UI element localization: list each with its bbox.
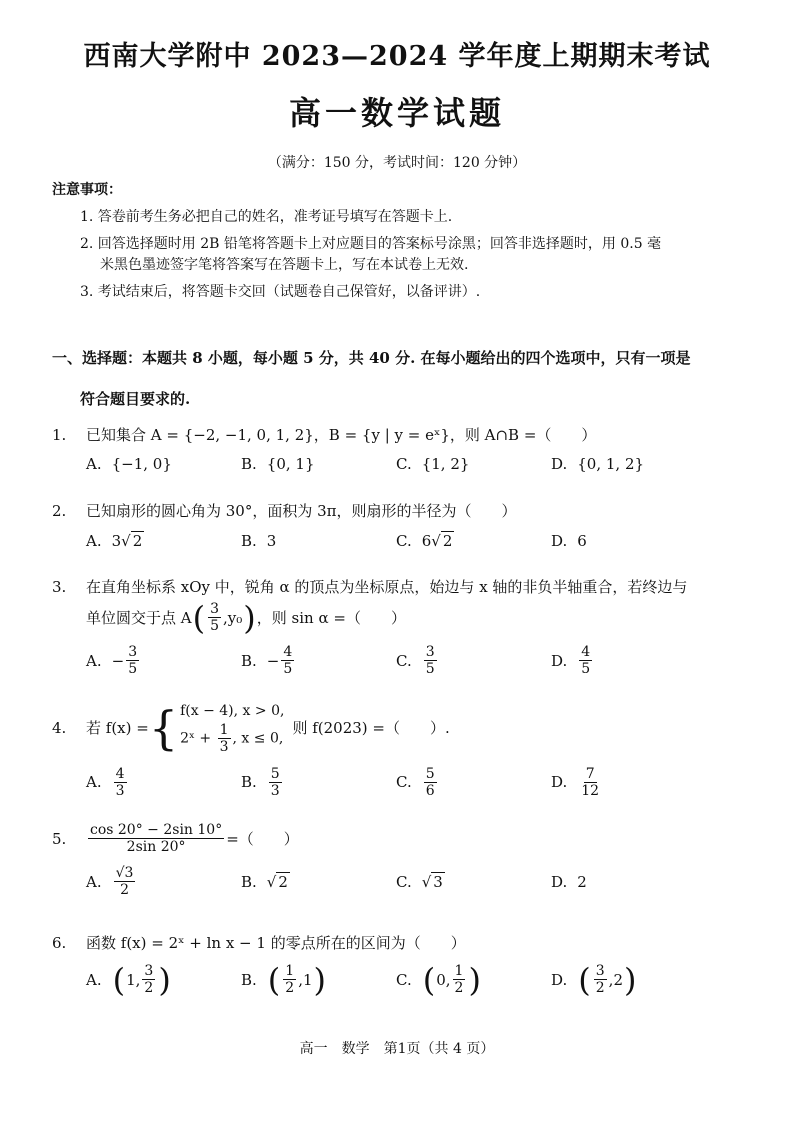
section-heading: [52, 338, 752, 419]
question-text: ，则 sin α =（ ）: [256, 609, 406, 628]
option-text: 6: [577, 531, 587, 550]
option-d[interactable]: [551, 873, 706, 891]
option-label: A.: [86, 455, 102, 473]
option-label: D.: [551, 651, 568, 670]
question-text: =（ ）: [226, 830, 299, 849]
option-c[interactable]: [396, 644, 551, 677]
notes-section: [52, 180, 752, 309]
option-d[interactable]: D. ( $\frac{3}{2}$ ,2 ): [551, 960, 637, 999]
option-label: B.: [241, 455, 257, 473]
option-label: B.: [241, 970, 257, 989]
options-row: [86, 644, 752, 677]
option-label: D.: [551, 970, 568, 989]
option-text: {0, 1, 2}: [577, 455, 645, 473]
option-label: A.: [86, 872, 102, 891]
question-5: [52, 822, 752, 898]
option-label: B.: [241, 773, 257, 792]
option-text: 3: [266, 531, 277, 550]
question-number: 4.: [52, 718, 67, 737]
option-fraction: $\frac{5}{3}$: [270, 765, 280, 799]
option-text: 2: [577, 872, 587, 891]
option-fraction: $\frac{4}{5}$: [283, 644, 293, 678]
option-a[interactable]: [86, 455, 241, 473]
question-text: 已知扇形的圆心角为 30°，面积为 3π，则扇形的半径为（ ）: [86, 502, 517, 520]
option-label: B.: [241, 651, 257, 670]
option-b[interactable]: B. ( $\frac{1}{2}$ ,1 ): [241, 960, 326, 999]
point-x-fraction: $\frac{3}{5}$: [210, 601, 220, 635]
option-b[interactable]: [241, 455, 396, 473]
option-d[interactable]: [551, 766, 706, 799]
option-label: C.: [396, 531, 412, 550]
option-text: {−1, 0}: [111, 455, 172, 473]
question-number: 1.: [52, 425, 67, 444]
option-label: C.: [396, 970, 412, 989]
option-coef: 3: [111, 531, 122, 550]
option-text: {1, 2}: [421, 455, 470, 473]
question-fraction: $\frac{\cos 20^\circ - 2\sin 10^\circ}{2\sin 20^\circ}$: [90, 822, 223, 856]
option-radicand: 2: [278, 873, 288, 892]
question-text: 函数 f(x) = 2ˣ + ln x − 1 的零点所在的区间为（ ）: [86, 934, 466, 952]
options-row: [86, 766, 752, 799]
option-radicand: 3: [433, 873, 443, 892]
option-fraction: $\frac{5}{6}$: [425, 765, 435, 799]
note-item-1: 1. 答卷前考生务必把自己的姓名，准考证号填写在答题卡上.: [80, 209, 453, 225]
question-2: [52, 500, 752, 550]
option-radicand: 2: [442, 532, 453, 550]
option-label: C.: [396, 455, 412, 473]
question-text: 若 f(x) =: [86, 719, 149, 738]
option-label: D.: [551, 872, 568, 891]
option-c[interactable]: [396, 455, 551, 473]
option-b[interactable]: [241, 644, 396, 677]
option-d[interactable]: [551, 644, 706, 677]
option-d[interactable]: [551, 532, 706, 550]
notes-heading: 注意事项：: [52, 182, 122, 198]
option-a[interactable]: A. 3 √ 2: [86, 531, 143, 550]
question-text: 已知集合 A = {−2, −1, 0, 1, 2}，B = {y | y = eˣ}，则 A∩B =（ ）: [86, 426, 597, 444]
question-4: 4. 若 f(x) = { f(x − 4), x > 0, 2ˣ + $\frac{1}{3}$ , x ≤ 0, 则 f(2023) =（ ）. A. $\frac{4}{3}$ B. $\frac{5}{3}$ C. $\frac{5}{6}$ D. $\frac{7}{12}$: [52, 700, 752, 799]
option-fraction: $\frac{7}{12}$: [581, 765, 600, 799]
question-number: 3.: [52, 577, 67, 596]
exam-subtitle: 高一数学试题: [288, 94, 505, 132]
question-number: 6.: [52, 933, 67, 952]
option-sign: −: [266, 651, 280, 670]
piecewise-cases: f(x − 4), x > 0, 2ˣ + $\frac{1}{3}$ , x ≤ 0,: [180, 700, 284, 756]
note-item-2: 2. 回答选择题时用 2B 铅笔将答题卡上对应题目的答案标号涂黑；回答非选择题时，用 0.5 毫: [80, 236, 662, 252]
option-coef: 6: [421, 531, 432, 550]
option-b[interactable]: B. √ 2: [241, 872, 288, 892]
option-a[interactable]: A. ( 1, $\frac{3}{2}$ ): [86, 960, 171, 999]
point-y: y₀: [227, 608, 243, 627]
note-item-2-cont: 米黑色墨迹签字笔将答案写在答题卡上，写在本试卷上无效.: [100, 257, 469, 273]
question-number: 5.: [52, 829, 67, 848]
option-a[interactable]: [86, 865, 241, 898]
option-label: D.: [551, 531, 568, 550]
option-c[interactable]: [396, 766, 551, 799]
options-row: [86, 960, 752, 999]
option-label: A.: [86, 970, 102, 989]
option-d[interactable]: [551, 455, 706, 473]
option-label: A.: [86, 531, 102, 550]
question-3: 3. 在直角坐标系 xOy 中，锐角 α 的顶点为坐标原点，始边与 x 轴的非负半轴重合，若终边与 单位圆交于点 A ( $\frac{3}{5}$ , y₀ ) ，则 sin α =（ ） A. − $\frac{3}{5}$ B. − $\frac{4}{5}$ C. $\frac{3}{5}$ D. $\frac{4}{5}$: [52, 576, 752, 677]
option-fraction: $\frac{3}{5}$: [425, 644, 435, 678]
option-label: C.: [396, 872, 412, 891]
option-label: D.: [551, 455, 568, 473]
option-radicand: 2: [132, 532, 143, 550]
section-line-2: 符合题目要求的.: [80, 389, 191, 408]
options-row: [86, 531, 752, 550]
option-text: {0, 1}: [266, 455, 315, 473]
option-fraction: $\frac{√3}{2}$: [115, 865, 134, 899]
option-label: D.: [551, 773, 568, 792]
question-6: [52, 932, 752, 999]
option-b[interactable]: [241, 532, 396, 550]
question-1: [52, 424, 752, 473]
question-number: 2.: [52, 501, 67, 520]
question-text: 单位圆交于点 A: [86, 609, 192, 628]
option-b[interactable]: [241, 766, 396, 799]
exam-info: （满分：150 分，考试时间：120 分钟）: [267, 155, 527, 171]
option-label: A.: [86, 651, 102, 670]
options-row: [86, 865, 752, 898]
option-label: B.: [241, 531, 257, 550]
option-fraction: $\frac{4}{3}$: [115, 765, 125, 799]
case-2: 2ˣ +: [180, 730, 216, 747]
option-c[interactable]: C. ( 0, $\frac{1}{2}$ ): [396, 960, 481, 999]
option-a[interactable]: [86, 644, 241, 677]
option-label: A.: [86, 773, 102, 792]
page-footer: 高一 数学 第1页（共 4 页）: [299, 1041, 495, 1057]
question-text: 在直角坐标系 xOy 中，锐角 α 的顶点为坐标原点，始边与 x 轴的非负半轴重合，若终边与: [86, 578, 688, 596]
option-c[interactable]: C. √ 3: [396, 872, 443, 892]
question-text: 则 f(2023) =（ ）.: [292, 719, 450, 738]
note-item-3: 3. 考试结束后，将答题卡交回（试题卷自己保管好，以备评讲）.: [80, 284, 481, 300]
options-row: [86, 455, 752, 473]
option-c[interactable]: C. 6 √ 2: [396, 531, 453, 550]
option-fraction: $\frac{4}{5}$: [581, 644, 591, 678]
option-a[interactable]: [86, 766, 241, 799]
option-sign: −: [111, 651, 125, 670]
option-fraction: $\frac{3}{5}$: [128, 644, 138, 678]
exam-title: 西南大学附中 2023—2024 学年度上期期末考试: [83, 41, 711, 72]
option-label: B.: [241, 872, 257, 891]
option-label: C.: [396, 773, 412, 792]
section-line-1: 一、选择题：本题共 8 小题，每小题 5 分，共 40 分. 在每小题给出的四个选项中，只有一项是: [52, 349, 691, 367]
case-1: f(x − 4), x > 0,: [180, 703, 285, 719]
option-label: C.: [396, 651, 412, 670]
